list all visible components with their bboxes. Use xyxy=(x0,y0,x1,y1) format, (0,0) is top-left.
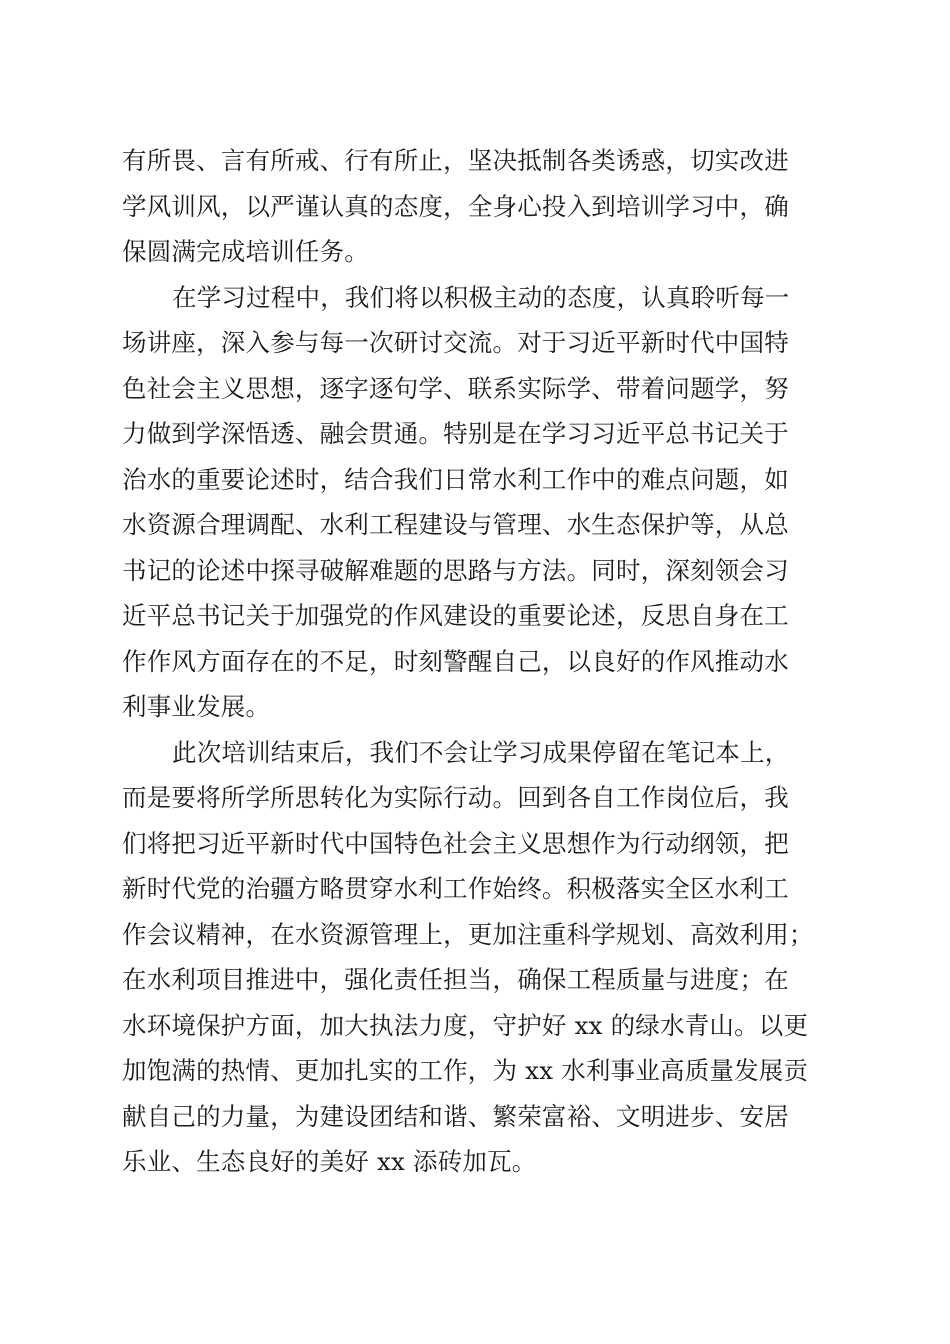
text-line: 保圆满完成培训任务。 xyxy=(122,237,369,266)
text-line: 而是要将所学所思转化为实际行动。回到各自工作岗位后，我 xyxy=(122,783,789,812)
text-line: 场讲座，深入参与每一次研讨交流。对于习近平新时代中国特 xyxy=(122,328,789,357)
text-line: 学风训风，以严谨认真的态度，全身心投入到培训学习中，确 xyxy=(122,191,789,221)
text-line: 加饱满的热情、更加扎实的工作，为 xx 水利事业高质量发展贡 xyxy=(122,1056,809,1085)
text-line: 有所畏、言有所戒、行有所止，坚决抵制各类诱惑，切实改进 xyxy=(122,146,789,175)
text-line: 作会议精神，在水资源管理上，更加注重科学规划、高效利用； xyxy=(122,919,814,949)
text-line: 水环境保护方面，加大执法力度，守护好 xx 的绿水青山。以更 xyxy=(122,1010,809,1040)
text-line: 书记的论述中探寻破解难题的思路与方法。同时，深刻领会习 xyxy=(122,555,789,585)
text-line: 在学习过程中，我们将以积极主动的态度，认真聆听每一 xyxy=(172,282,790,312)
text-line: 利事业发展。 xyxy=(122,692,271,721)
text-line: 力做到学深悟透、融会贯通。特别是在学习习近平总书记关于 xyxy=(122,419,789,448)
text-line: 此次培训结束后，我们不会让学习成果停留在笔记本上， xyxy=(172,737,790,767)
text-line: 新时代党的治疆方略贯穿水利工作始终。积极落实全区水利工 xyxy=(122,874,789,903)
text-line: 近平总书记关于加强党的作风建设的重要论述，反思自身在工 xyxy=(122,601,789,630)
text-line: 乐业、生态良好的美好 xx 添砖加瓦。 xyxy=(122,1147,537,1176)
text-line: 水资源合理调配、水利工程建设与管理、水生态保护等，从总 xyxy=(122,510,789,539)
text-line: 在水利项目推进中，强化责任担当，确保工程质量与进度；在 xyxy=(122,965,789,994)
text-line: 作作风方面存在的不足，时刻警醒自己，以良好的作风推动水 xyxy=(122,646,789,676)
paragraph-1 xyxy=(122,138,832,275)
text-line: 色社会主义思想，逐字逐句学、联系实际学、带着问题学，努 xyxy=(122,373,789,403)
text-line: 献自己的力量，为建设团结和谐、繁荣富裕、文明进步、安居 xyxy=(122,1101,789,1131)
paragraph-3 xyxy=(122,730,832,1185)
paragraph-2 xyxy=(122,275,832,730)
text-line: 们将把习近平新时代中国特色社会主义思想作为行动纲领，把 xyxy=(122,828,789,858)
document-body xyxy=(122,138,832,1185)
text-line: 治水的重要论述时，结合我们日常水利工作中的难点问题，如 xyxy=(122,464,789,494)
